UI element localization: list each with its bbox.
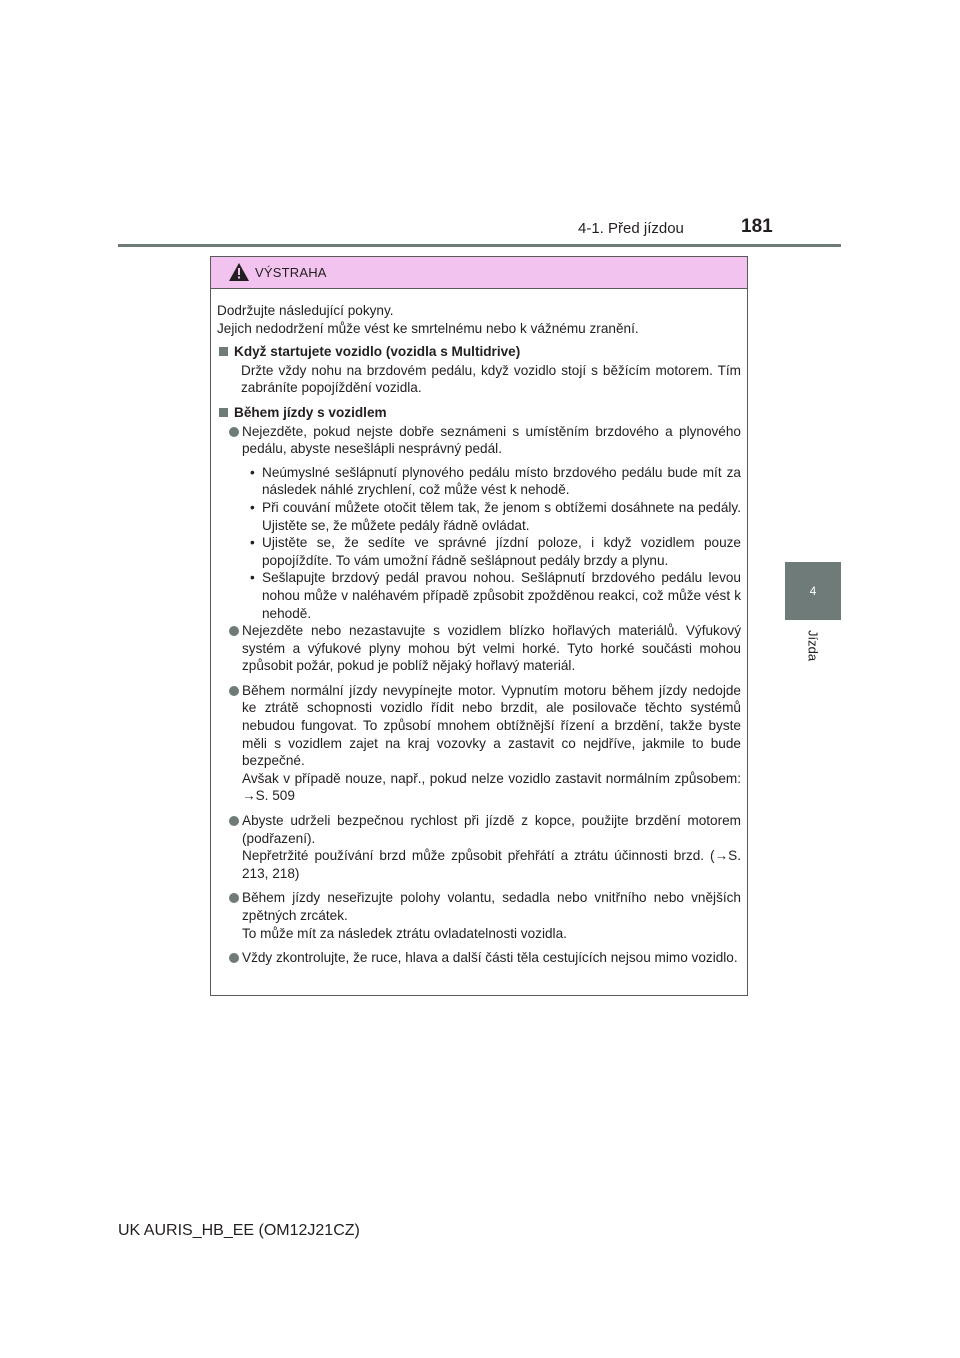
sub-list-item-text: Ujistěte se, že sedíte ve správné jízdní poloze, i když vozidlem pouze popojíždíte. To vám umožní řádně sešlápnout pedály brzdy a plynu. (262, 535, 741, 568)
list-item (217, 622, 741, 675)
circle-bullet-icon (229, 893, 239, 903)
circle-bullet-icon (229, 686, 239, 696)
model-code: UK AURIS_HB_EE (OM12J21CZ) (118, 1222, 360, 1239)
list-item-text-2: Avšak v případě nouze, např., pokud nelze vozidlo zastavit normálním způsobem: →S. 509 (242, 770, 741, 804)
square-bullet-icon (219, 347, 228, 356)
sub-list-item-text: Sešlapujte brzdový pedál pravou nohou. Sešlápnutí brzdového pedálu levou nohou může v naléhavém případě způsobit zpožděnou reakci, což může vést k nehodě. (262, 570, 741, 621)
circle-bullet-icon (229, 427, 239, 437)
list-item-text-2: To může mít za následek ztrátu ovladatelnosti vozidla. (242, 925, 567, 941)
warning-triangle-icon (229, 263, 249, 281)
intro-line-1: Dodržujte následující pokyny. (217, 303, 394, 318)
list-item-text: Abyste udrželi bezpečnou rychlost při jízdě z kopce, použijte brzdění motorem (podřazení). (242, 813, 741, 846)
list-item-text: Nejezděte, pokud nejste dobře seznámeni s umístěním brzdového a plynového pedálu, abyste nesešlápli nesprávný pedál. (242, 423, 741, 457)
list-item (217, 889, 741, 942)
list-item-text: Během normální jízdy nevypínejte motor. Vypnutím motoru během jízdy nedojde ke ztrátě schopnosti vozidlo řídit nebo brzdit, ale posilovače těchto systémů nebudou fungovat. To způsobí mnohem obtížnější řízení a brzdění, takže byste měli s vozidlem zajet na kraj vozovky a zastavit co nejdříve, jakmile to bude bezpečné. (242, 682, 741, 769)
circle-bullet-icon (229, 626, 239, 636)
circle-bullet-icon (229, 816, 239, 826)
list-item-text: Během jízdy neseřizujte polohy volantu, sedadla nebo vnitřního nebo vnějších zpětných zrcátek. (242, 890, 741, 923)
header-divider (118, 244, 841, 247)
sub-list-item (242, 499, 741, 534)
circle-bullet-icon (229, 953, 239, 963)
bullet-dot-icon: • (250, 499, 255, 515)
intro-line-2: Jejich nedodržení může vést ke smrtelnému nebo k vážnému zranění. (217, 320, 639, 336)
list-item (217, 812, 741, 882)
page-number: 181 (741, 216, 773, 237)
section-heading-starting (217, 343, 741, 361)
sub-list-item (242, 534, 741, 569)
list-item-text: Vždy zkontrolujte, že ruce, hlava a další části těla cestujících nejsou mimo vozidlo. (242, 950, 738, 966)
list-item-text: Nejezděte nebo nezastavujte s vozidlem blízko hořlavých materiálů. Výfukový systém a výfukové plyny mohou být velmi horké. Tyto horké součásti mohou způsobit požár, pokud je poblíž nějaký hořlavý materiál. (242, 623, 741, 674)
section-title: 4-1. Před jízdou (578, 220, 684, 237)
square-bullet-icon (219, 408, 228, 417)
bullet-dot-icon: • (250, 464, 255, 480)
list-item (217, 423, 741, 458)
section-heading-driving (217, 404, 741, 422)
section-heading-text: Když startujete vozidlo (vozidla s Multidrive) (234, 344, 521, 360)
chapter-tab: 4 (785, 562, 841, 620)
sub-list (242, 464, 741, 622)
sub-list-item-text: Neúmyslné sešlápnutí plynového pedálu místo brzdového pedálu bude mít za následek náhlé zrychlení, což může vést k nehodě. (262, 464, 741, 498)
warning-box (210, 256, 748, 996)
sub-list-item-text: Při couvání můžete otočit tělem tak, že jenom s obtížemi dosáhnete na pedály. Ujistěte se, že můžete pedály řádně ovládat. (262, 499, 741, 533)
sub-list-item (242, 569, 741, 622)
bullet-dot-icon: • (250, 535, 255, 551)
list-item (217, 682, 741, 805)
bullet-dot-icon: • (250, 570, 255, 586)
chapter-label: Jízda (805, 630, 821, 662)
section-text-starting: Držte vždy nohu na brzdovém pedálu, když vozidlo stojí s běžícím motorem. Tím zabráníte popojíždění vozidla. (241, 362, 741, 396)
list-item-text-2: Nepřetržité používání brzd může způsobit přehřátí a ztrátu účinnosti brzd. (→S. 213, 218) (242, 848, 741, 881)
sub-list-item (242, 464, 741, 499)
list-item (217, 949, 741, 967)
warning-title: VÝSTRAHA (255, 265, 327, 280)
section-heading-text: Během jízdy s vozidlem (234, 404, 387, 420)
warning-header (211, 257, 747, 289)
warning-body (211, 289, 747, 967)
